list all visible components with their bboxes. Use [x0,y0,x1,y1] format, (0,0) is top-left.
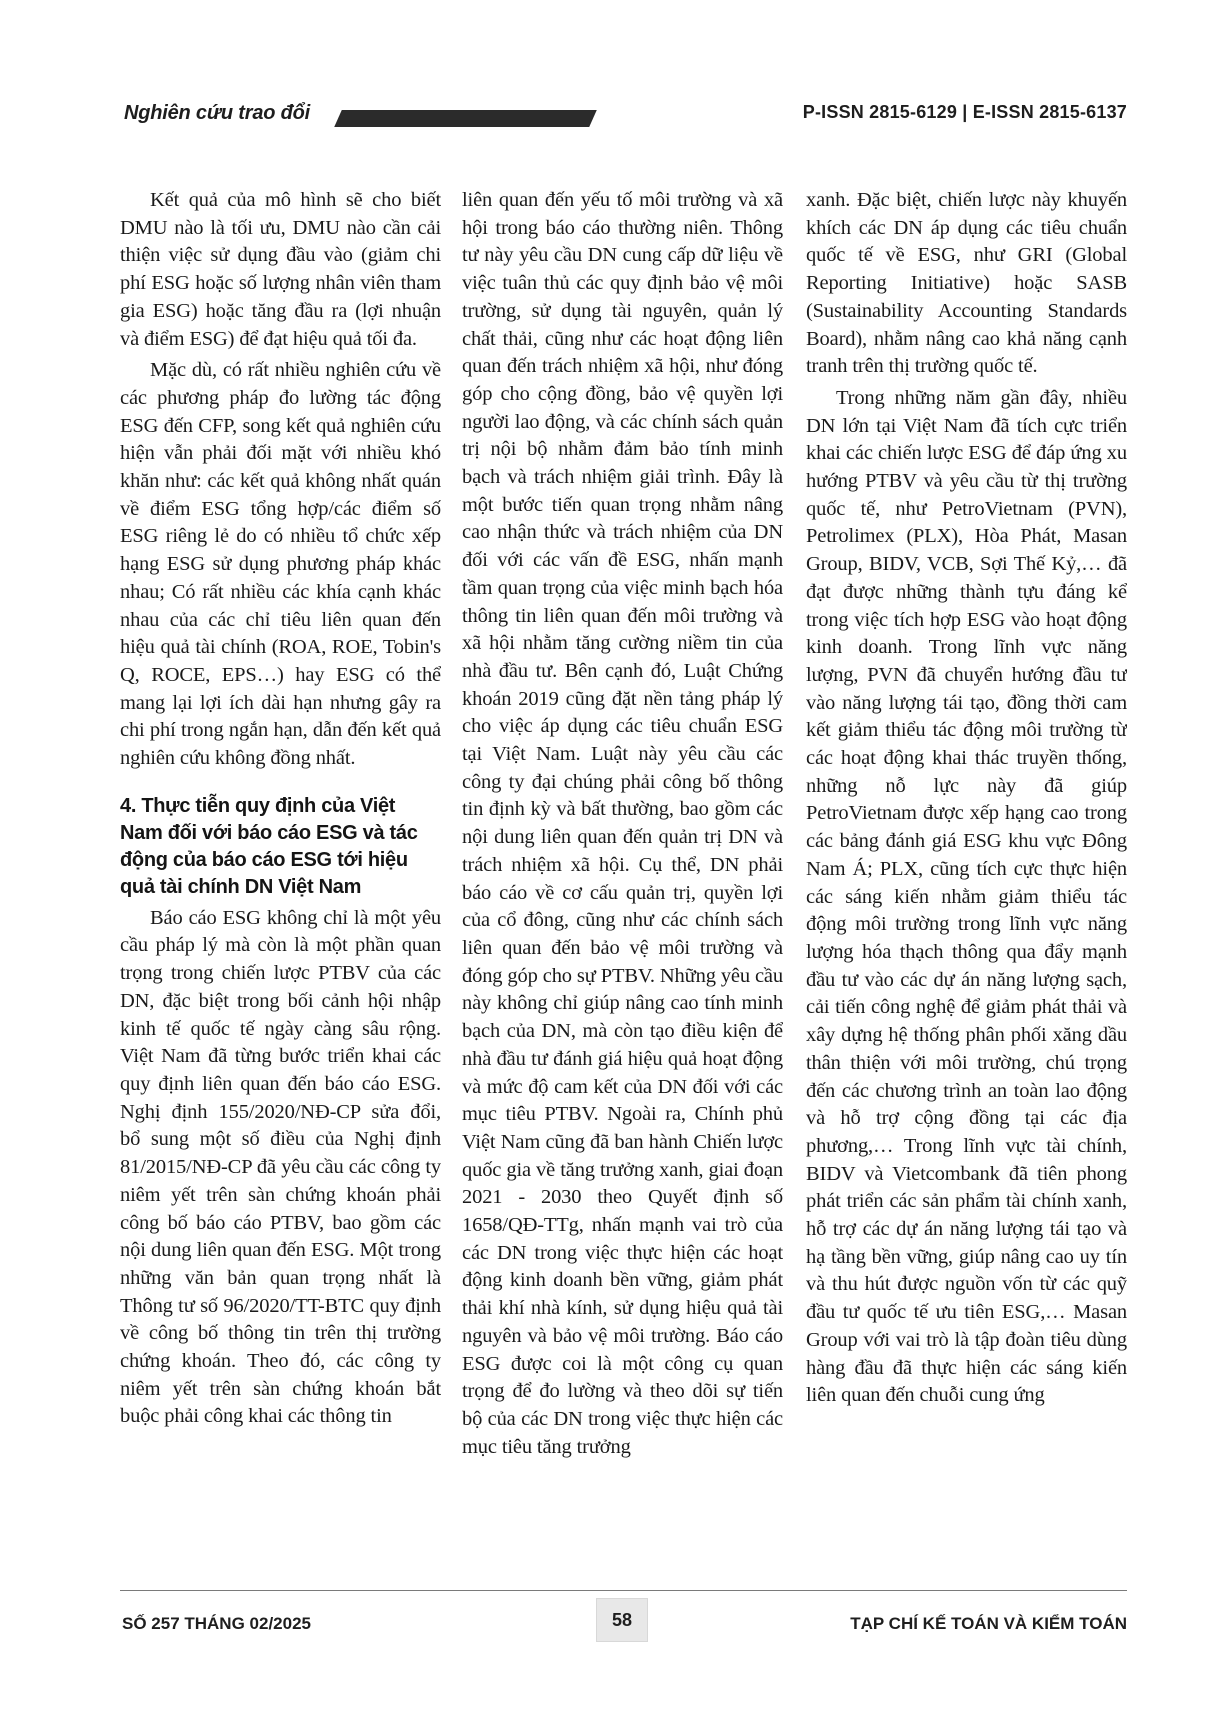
text-column-1 [120,187,441,1553]
issn-label: P-ISSN 2815-6129 | E-ISSN 2815-6137 [802,102,1127,122]
paragraph: Báo cáo ESG không chỉ là một yêu cầu pháp lý mà còn là một phần quan trọng trong chiến lược PTBV của các DN, đặc biệt trong bối cảnh hội nhập kinh tế quốc tế ngày càng sâu rộng. Việt Nam đã từng bước triển khai các quy định liên quan đến báo cáo ESG. Nghị định 155/2020/NĐ-CP sửa đổi, bổ sung một số điều của Nghị định 81/2015/NĐ-CP đã yêu cầu các công ty niêm yết trên sàn chứng khoán phải công bố báo cáo PTBV, bao gồm các nội dung liên quan đến ESG. Một trong những văn bản quan trọng nhất là Thông tư số 96/2020/TT-BTC quy định về công bố thông tin trên thị trường chứng khoán. Theo đó, các công ty niêm yết trên sàn chứng khoán bắt buộc phải công khai các thông tin [120,906,441,1428]
header-decorative-bar [334,110,597,127]
text-column-3 [806,187,1127,1553]
text-column-2 [462,187,783,1553]
journal-name: TẠP CHÍ KẾ TOÁN VÀ KIỂM TOÁN [850,1614,1127,1633]
paragraph: Kết quả của mô hình sẽ cho biết DMU nào là tối ưu, DMU nào cần cải thiện việc sử dụng đầu vào (giảm chi phí ESG hoặc số lượng nhân viên tham gia ESG) hoặc tăng đầu ra (lợi nhuận và điểm ESG) để đạt hiệu quả tối đa. [120,189,441,350]
page-header [124,100,1127,136]
issue-label: SỐ 257 THÁNG 02/2025 [122,1614,311,1633]
section-heading: 4. Thực tiễn quy định của Việt Nam đối với báo cáo ESG và tác động của báo cáo ESG tới hiệu quả tài chính DN Việt Nam [120,794,418,898]
page-number-box [596,1598,648,1642]
paragraph: xanh. Đặc biệt, chiến lược này khuyến khích các DN áp dụng các tiêu chuẩn quốc tế về ESG, như GRI (Global Reporting Initiative) hoặc SASB (Sustainability Accounting Standards Board), nhằm nâng cao khả năng cạnh tranh trên thị trường quốc tế. [806,189,1127,378]
paragraph: liên quan đến yếu tố môi trường và xã hội trong báo cáo thường niên. Thông tư này yêu cầu DN cung cấp dữ liệu về việc tuân thủ các quy định bảo vệ môi trường, sử dụng tài nguyên, quản lý chất thải, cũng như các hoạt động liên quan đến trách nhiệm xã hội, như đóng góp cho cộng đồng, bảo vệ quyền lợi người lao động, và các chính sách quản trị nội bộ nhằm đảm bảo tính minh bạch và trách nhiệm giải trình. Đây là một bước tiến quan trọng nhằm nâng cao nhận thức và trách nhiệm của DN đối với các vấn đề ESG, nhấn mạnh tầm quan trọng của việc minh bạch hóa thông tin liên quan đến môi trường và xã hội nhằm tăng cường niềm tin của nhà đầu tư. Bên cạnh đó, Luật Chứng khoán 2019 cũng đặt nền tảng pháp lý cho việc áp dụng các tiêu chuẩn ESG tại Việt Nam. Luật này yêu cầu các công ty đại chúng phải công bố thông tin định kỳ và bất thường, bao gồm các nội dung liên quan đến quản trị DN và trách nhiệm xã hội. Cụ thể, DN phải báo cáo về cơ cấu quản trị, quyền lợi của cổ đông, cũng như các chính sách liên quan đến bảo vệ môi trường và đóng góp cho sự PTBV. Những yêu cầu này không chỉ giúp nâng cao tính minh bạch của DN, mà còn tạo điều kiện để nhà đầu tư đánh giá hiệu quả hoạt động và mức độ cam kết của DN đối với các mục tiêu PTBV. Ngoài ra, Chính phủ Việt Nam cũng đã ban hành Chiến lược quốc gia về tăng trưởng xanh, giai đoạn 2021 - 2030 theo Quyết định số 1658/QĐ-TTg, nhấn mạnh vai trò của các DN trong việc thực hiện các hoạt động kinh doanh bền vững, giảm phát thải khí nhà kính, sử dụng hiệu quả tài nguyên và bảo vệ môi trường. Báo cáo ESG được coi là một công cụ quan trọng để đo lường và theo dõi sự tiến bộ của các DN trong việc thực hiện các mục tiêu tăng trưởng [462,189,783,1458]
section-title: Nghiên cứu trao đổi [124,102,311,124]
paragraph: Trong những năm gần đây, nhiều DN lớn tại Việt Nam đã tích cực triển khai các chiến lược ESG để đáp ứng xu hướng PTBV và yêu cầu từ thị trường quốc tế, như PetroVietnam (PVN), Petrolimex (PLX), Hòa Phát, Masan Group, BIDV, VCB, Sợi Thế Kỷ,… đã đạt được những thành tựu đáng kể trong việc tích hợp ESG vào hoạt động kinh doanh. Trong lĩnh vực năng lượng, PVN đã chuyển hướng đầu tư vào năng lượng tái tạo, đồng thời cam kết giảm thiểu tác động môi trường từ các hoạt động khai thác truyền thống, những nỗ lực này đã giúp PetroVietnam được xếp hạng cao trong các bảng đánh giá ESG khu vực Đông Nam Á; PLX, cũng tích cực thực hiện các sáng kiến nhằm giảm thiểu tác động môi trường trong lĩnh vực năng lượng hóa thạch thông qua đẩy mạnh đầu tư vào các dự án năng lượng sạch, cải tiến công nghệ để giảm phát thải và xây dựng hệ thống phân phối xăng dầu thân thiện với môi trường, chú trọng đến các chương trình an toàn lao động và hỗ trợ cộng đồng tại các địa phương,… Trong lĩnh vực tài chính, BIDV và Vietcombank đã tiên phong phát triển các sản phẩm tài chính xanh, hỗ trợ các dự án năng lượng tái tạo và hạ tầng bền vững, giúp nâng cao uy tín và thu hút được nguồn vốn từ các quỹ đầu tư quốc tế ưu tiên ESG,… Masan Group với vai trò là tập đoàn tiêu dùng hàng đầu đã thực hiện các sáng kiến liên quan đến chuỗi cung ứng [806,386,1127,1407]
paragraph: Mặc dù, có rất nhiều nghiên cứu về các phương pháp đo lường tác động ESG đến CFP, song kết quả nghiên cứu hiện vẫn phải đối mặt với nhiều khó khăn như: các kết quả không nhất quán về điểm ESG tổng hợp/các điểm số ESG riêng lẻ do có nhiều tổ chức xếp hạng ESG sử dụng phương pháp khác nhau; Có rất nhiều các khía cạnh khác nhau của các chỉ tiêu liên quan đến hiệu quả tài chính (ROA, ROE, Tobin's Q, ROCE, EPS…) hay ESG có thể mang lại lợi ích dài hạn nhưng gây ra chi phí trong ngắn hạn, dẫn đến kết quả nghiên cứu không đồng nhất. [120,359,441,770]
footer-divider [120,1590,1127,1591]
page-number: 58 [611,1610,633,1630]
